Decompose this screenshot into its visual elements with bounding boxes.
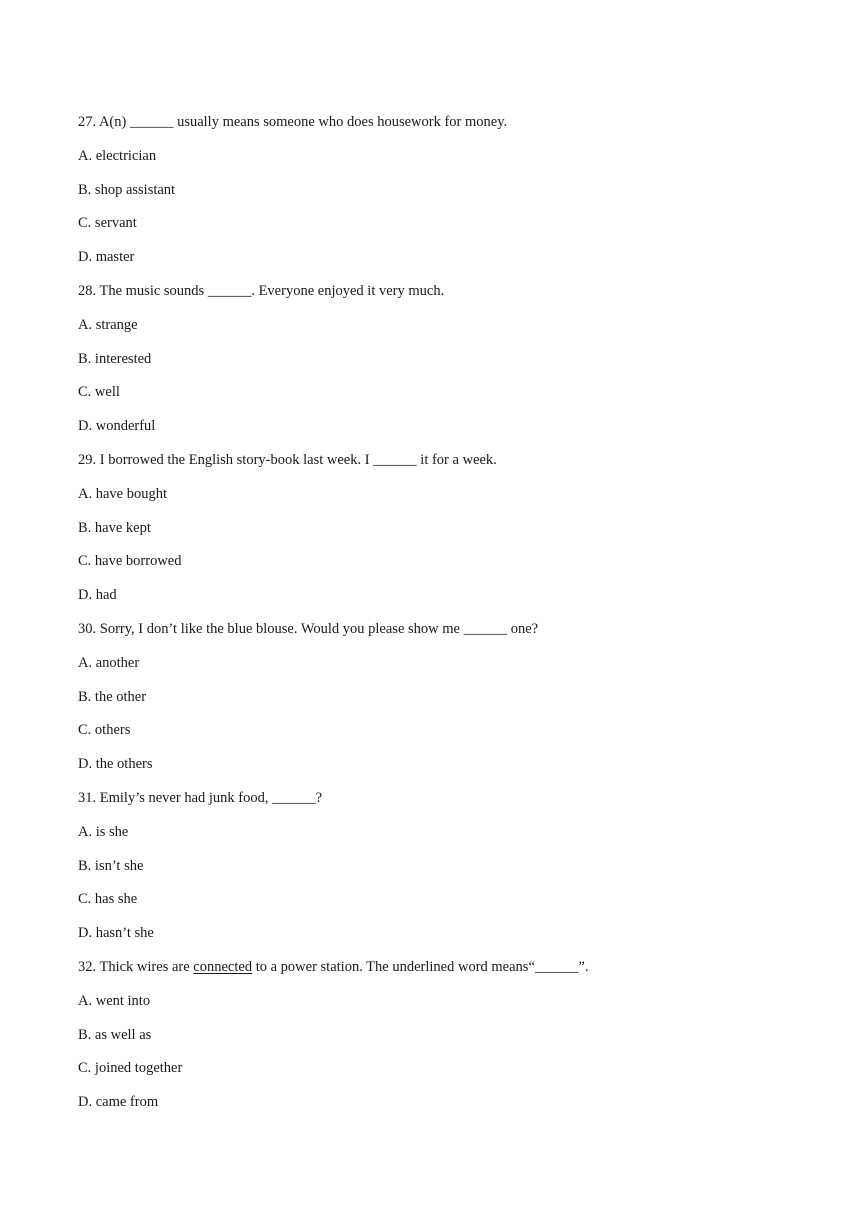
question-27-option-a: A. electrician: [78, 147, 157, 164]
underlined-word: connected: [193, 958, 253, 975]
question-32-option-d: D. came from: [78, 1094, 159, 1111]
question-29-option-b: B. have kept: [78, 519, 151, 536]
question-29-option-a: A. have bought: [78, 485, 167, 502]
question-27-option-d: D. master: [78, 249, 135, 266]
question-32-option-a: A. went into: [78, 992, 151, 1009]
question-32-option-b: B. as well as: [78, 1026, 152, 1043]
question-27-stem: 27. A(n) ______ usually means someone who does housework for money.: [78, 114, 508, 130]
question-31-option-b: B. isn’t she: [78, 857, 144, 874]
question-32-option-c: C. joined together: [78, 1060, 183, 1077]
question-31-stem: 31. Emily’s never had junk food, ______?: [78, 789, 323, 806]
question-28-option-b: B. interested: [78, 350, 152, 367]
question-29-stem: 29. I borrowed the English story-book last week. I ______ it for a week.: [78, 451, 497, 468]
question-29-option-c: C. have borrowed: [78, 553, 182, 570]
question-32-stem-start: 32. Thick wires are: [78, 958, 194, 975]
question-27-option-c: C. servant: [78, 215, 137, 232]
question-31-option-a: A. is she: [78, 823, 129, 840]
question-list: [78, 111, 798, 1125]
question-30-option-d: D. the others: [78, 756, 153, 773]
question-30-option-a: A. another: [78, 654, 140, 671]
question-31-option-c: C. has she: [78, 891, 138, 908]
question-28-stem: 28. The music sounds ______. Everyone enjoyed it very much.: [78, 282, 445, 299]
question-31-option-d: D. hasn’t she: [78, 925, 154, 942]
question-28-option-d: D. wonderful: [78, 418, 156, 435]
question-29-option-d: D. had: [78, 587, 117, 604]
question-27-option-b: B. shop assistant: [78, 181, 176, 198]
question-28-option-c: C. well: [78, 384, 120, 401]
question-32-stem-end: to a power station. The underlined word means“______”.: [252, 958, 589, 975]
question-32-stem: [78, 956, 798, 990]
question-28-option-a: A. strange: [78, 316, 138, 333]
question-30-stem: 30. Sorry, I don’t like the blue blouse. Would you please show me ______ one?: [78, 620, 539, 637]
question-30-option-c: C. others: [78, 722, 131, 739]
question-30-option-b: B. the other: [78, 688, 147, 705]
